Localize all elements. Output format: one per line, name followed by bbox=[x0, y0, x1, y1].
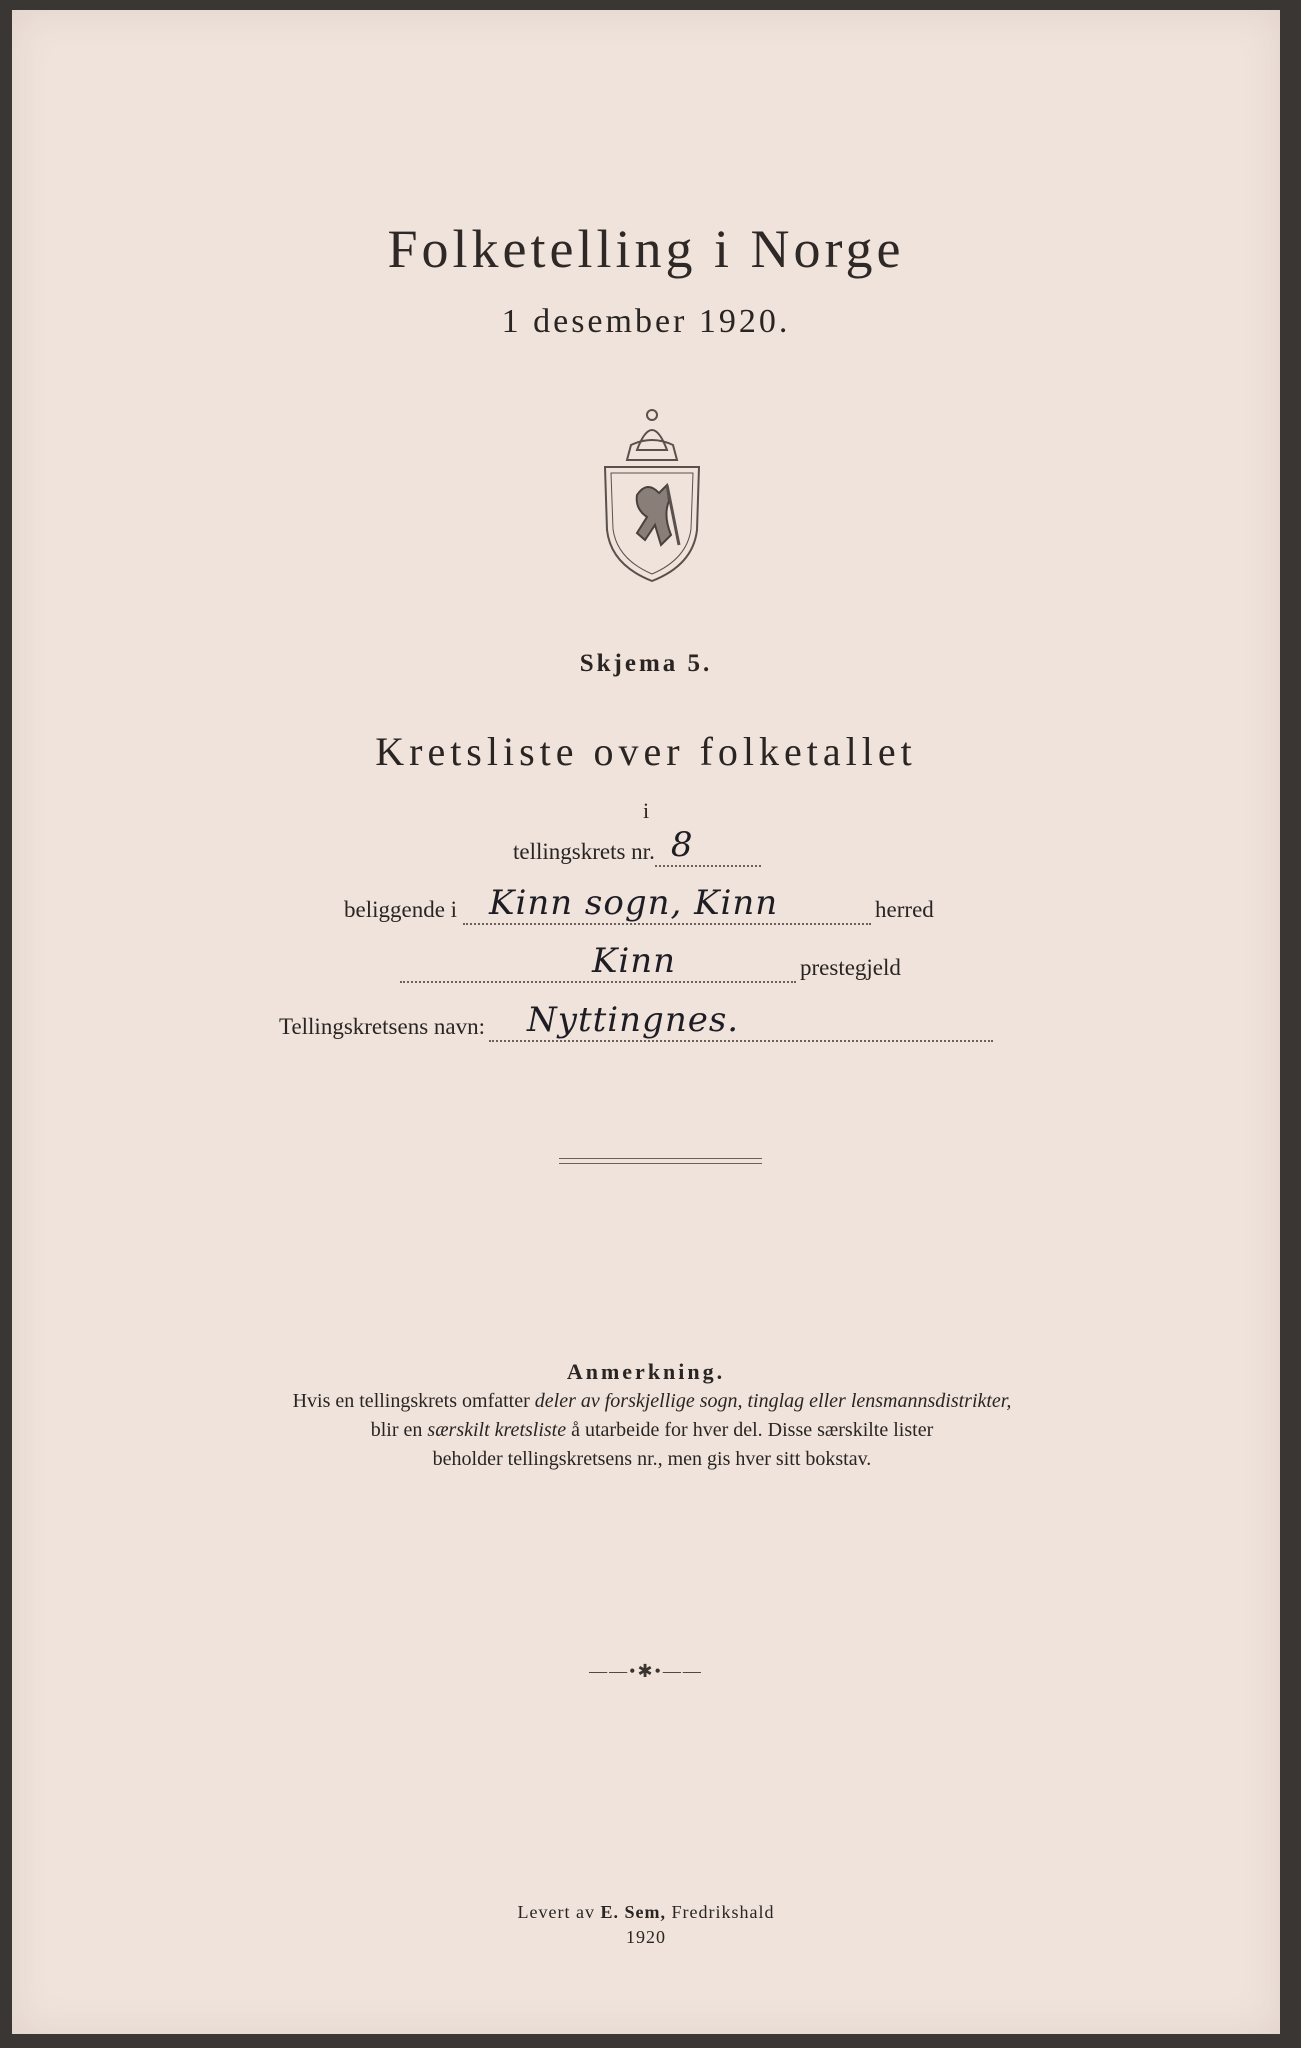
printer-place: Fredrikshald bbox=[671, 1902, 775, 1922]
separator-rule bbox=[559, 1158, 762, 1164]
note-line-2-b: særskilt kretsliste bbox=[427, 1419, 567, 1441]
prestegjeld-row bbox=[400, 941, 901, 983]
note-line-2 bbox=[162, 1416, 1142, 1445]
prestegjeld-value: Kinn bbox=[592, 941, 677, 981]
printer-name: E. Sem, bbox=[600, 1902, 666, 1922]
norwegian-coat-of-arms-icon bbox=[597, 405, 707, 585]
document-date: 1 desember 1920. bbox=[501, 303, 791, 340]
note-line-2-a: blir en bbox=[370, 1419, 423, 1441]
tellingskrets-label: tellingskrets nr. bbox=[513, 839, 655, 864]
herred-label: herred bbox=[875, 897, 934, 922]
tellingskrets-field[interactable] bbox=[655, 825, 761, 867]
tellingskrets-value: 8 bbox=[670, 825, 694, 865]
note-title: Anmerkning. bbox=[566, 1359, 726, 1384]
navn-row bbox=[279, 1000, 993, 1042]
form-heading: Kretsliste over folketallet bbox=[375, 729, 917, 774]
document-title: Folketelling i Norge bbox=[387, 219, 905, 279]
printer-year: 1920 bbox=[626, 1927, 666, 1947]
note-line-1-b: deler av forskjellige sogn, tinglag eller lensmannsdistrikter, bbox=[534, 1390, 1012, 1412]
census-form-page bbox=[12, 10, 1280, 2034]
beliggende-value: Kinn sogn, Kinn bbox=[489, 883, 779, 923]
navn-value: Nyttingnes. bbox=[527, 1000, 740, 1040]
printer-credit bbox=[12, 1902, 1280, 1923]
printer-prefix: Levert av bbox=[517, 1902, 595, 1922]
beliggende-label: beliggende i bbox=[344, 897, 458, 922]
note-line-1 bbox=[162, 1387, 1142, 1416]
tellingskrets-row bbox=[513, 825, 761, 867]
note-line-1-a: Hvis en tellingskrets omfatter bbox=[292, 1390, 530, 1412]
prestegjeld-label: prestegjeld bbox=[800, 955, 901, 980]
prestegjeld-field[interactable] bbox=[400, 941, 796, 983]
ornament-divider: ——•✱•—— bbox=[589, 1661, 703, 1681]
note-line-2-c: å utarbeide for hver del. Disse særskilte lister bbox=[571, 1419, 934, 1441]
beliggende-row bbox=[344, 883, 934, 925]
beliggende-field[interactable] bbox=[463, 883, 871, 925]
navn-field[interactable] bbox=[489, 1000, 993, 1042]
navn-label: Tellingskretsens navn: bbox=[279, 1014, 485, 1039]
preposition-i: i bbox=[642, 798, 650, 823]
schema-number: Skjema 5. bbox=[579, 650, 713, 677]
note-line-3: beholder tellingskretsens nr., men gis hver sitt bokstav. bbox=[432, 1448, 872, 1470]
note-text bbox=[162, 1387, 1142, 1474]
